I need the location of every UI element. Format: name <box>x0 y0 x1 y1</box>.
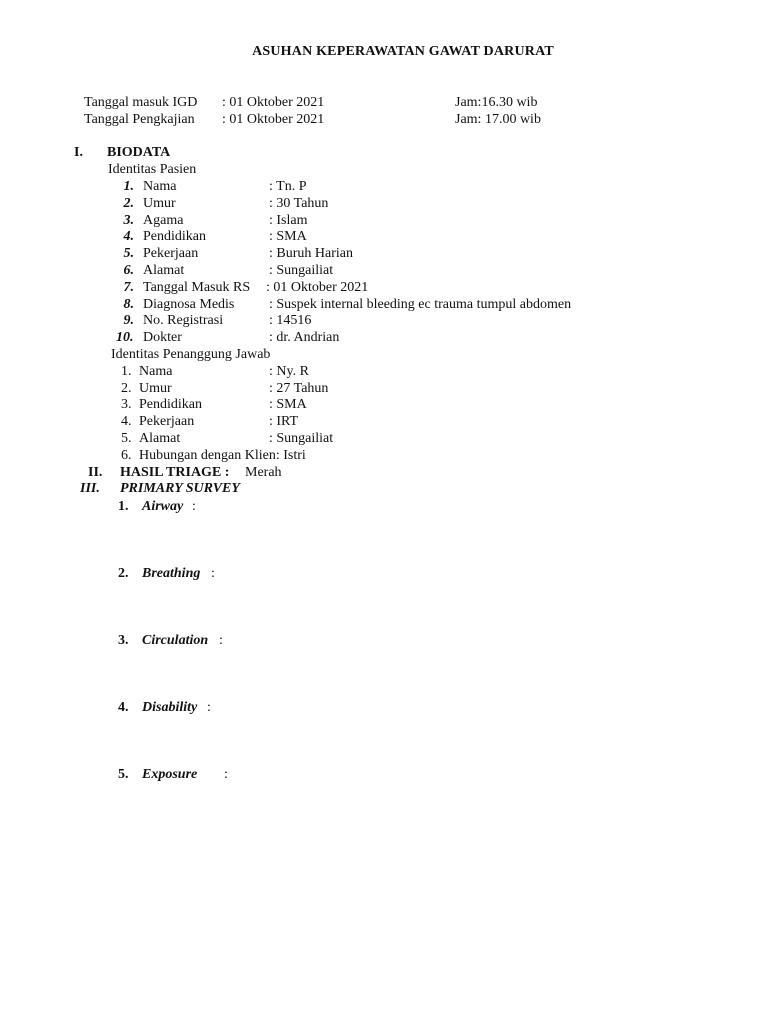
guardian-item-value: : Ny. R <box>269 364 309 379</box>
guardian-identity-heading: Identitas Penanggung Jawab <box>111 347 271 362</box>
survey-item-colon: : <box>211 566 215 581</box>
survey-item-circulation: Circulation <box>142 633 209 648</box>
patient-item-value: : 14516 <box>269 313 312 328</box>
patient-item-num: 10. <box>116 330 134 345</box>
survey-item-colon: : <box>219 633 223 648</box>
guardian-item-num: 6. <box>121 448 132 463</box>
patient-item-num: 4. <box>123 229 134 244</box>
guardian-item-value: : IRT <box>269 414 299 429</box>
patient-item-value: : Tn. P <box>269 179 307 194</box>
survey-item-num: 3. <box>118 633 129 648</box>
assessment-time: Jam: 17.00 wib <box>455 112 541 127</box>
survey-item-exposure: Exposure <box>142 767 198 782</box>
patient-item-num: 2. <box>123 196 134 211</box>
survey-item-num: 2. <box>118 566 129 581</box>
patient-item-num: 3. <box>123 213 134 228</box>
patient-item-label: Agama <box>143 213 184 228</box>
patient-item-value: : 01 Oktober 2021 <box>266 280 369 295</box>
survey-item-airway: Airway <box>142 499 184 514</box>
guardian-item-label: Hubungan dengan Klien: Istri <box>139 448 306 463</box>
patient-item-label: Alamat <box>143 263 185 278</box>
patient-item-label: Umur <box>143 196 176 211</box>
survey-item-colon: : <box>224 767 228 782</box>
guardian-item-num: 5. <box>121 431 132 446</box>
patient-item-label: Pendidikan <box>143 229 206 244</box>
patient-item-label: Nama <box>143 179 177 194</box>
survey-item-breathing: Breathing <box>142 566 201 581</box>
patient-item-num: 5. <box>123 246 134 261</box>
patient-item-value: : Buruh Harian <box>269 246 353 261</box>
section3-heading: PRIMARY SURVEY <box>120 481 240 496</box>
survey-item-num: 4. <box>118 700 129 715</box>
survey-item-colon: : <box>207 700 211 715</box>
assessment-date-value: : 01 Oktober 2021 <box>222 112 325 127</box>
patient-item-value: : 30 Tahun <box>269 196 329 211</box>
patient-item-value: : Sungailiat <box>269 263 334 278</box>
igd-time: Jam:16.30 wib <box>455 95 538 110</box>
guardian-item-value: : SMA <box>269 397 307 412</box>
guardian-item-value: : Sungailiat <box>269 431 334 446</box>
patient-item-label: Dokter <box>143 330 182 345</box>
patient-item-label: Tanggal Masuk RS <box>143 280 251 295</box>
survey-item-num: 5. <box>118 767 129 782</box>
survey-item-num: 1. <box>118 499 129 514</box>
guardian-item-label: Pekerjaan <box>139 414 195 429</box>
patient-item-label: No. Registrasi <box>143 313 224 328</box>
triage-value: Merah <box>245 465 282 480</box>
section3-roman: III. <box>80 481 100 496</box>
survey-item-colon: : <box>192 499 196 514</box>
guardian-item-num: 1. <box>121 364 132 379</box>
patient-item-num: 1. <box>123 179 134 194</box>
section2-roman: II. <box>88 465 103 480</box>
guardian-item-label: Alamat <box>139 431 181 446</box>
guardian-item-value: : 27 Tahun <box>269 381 329 396</box>
patient-item-value: : dr. Andrian <box>269 330 340 345</box>
patient-item-value: : Islam <box>269 213 308 228</box>
guardian-item-label: Umur <box>139 381 172 396</box>
guardian-item-num: 2. <box>121 381 132 396</box>
section1-roman: I. <box>74 145 83 160</box>
guardian-item-label: Pendidikan <box>139 397 202 412</box>
patient-item-num: 6. <box>123 263 134 278</box>
guardian-item-num: 4. <box>121 414 132 429</box>
patient-item-value: : SMA <box>269 229 307 244</box>
document-title: ASUHAN KEPERAWATAN GAWAT DARURAT <box>252 44 554 59</box>
patient-identity-heading: Identitas Pasien <box>108 162 197 177</box>
igd-date-label: Tanggal masuk IGD <box>84 95 198 110</box>
igd-date-value: : 01 Oktober 2021 <box>222 95 325 110</box>
patient-item-num: 8. <box>123 297 134 312</box>
section1-heading: BIODATA <box>107 145 171 160</box>
guardian-item-num: 3. <box>121 397 132 412</box>
patient-item-num: 9. <box>123 313 134 328</box>
patient-item-value: : Suspek internal bleeding ec trauma tumpul abdomen <box>269 297 572 312</box>
patient-item-num: 7. <box>123 280 134 295</box>
section2-heading: HASIL TRIAGE : <box>120 465 230 480</box>
survey-item-disability: Disability <box>142 700 198 715</box>
guardian-item-label: Nama <box>139 364 173 379</box>
patient-item-label: Pekerjaan <box>143 246 199 261</box>
assessment-date-label: Tanggal Pengkajian <box>84 112 195 127</box>
patient-item-label: Diagnosa Medis <box>143 297 235 312</box>
